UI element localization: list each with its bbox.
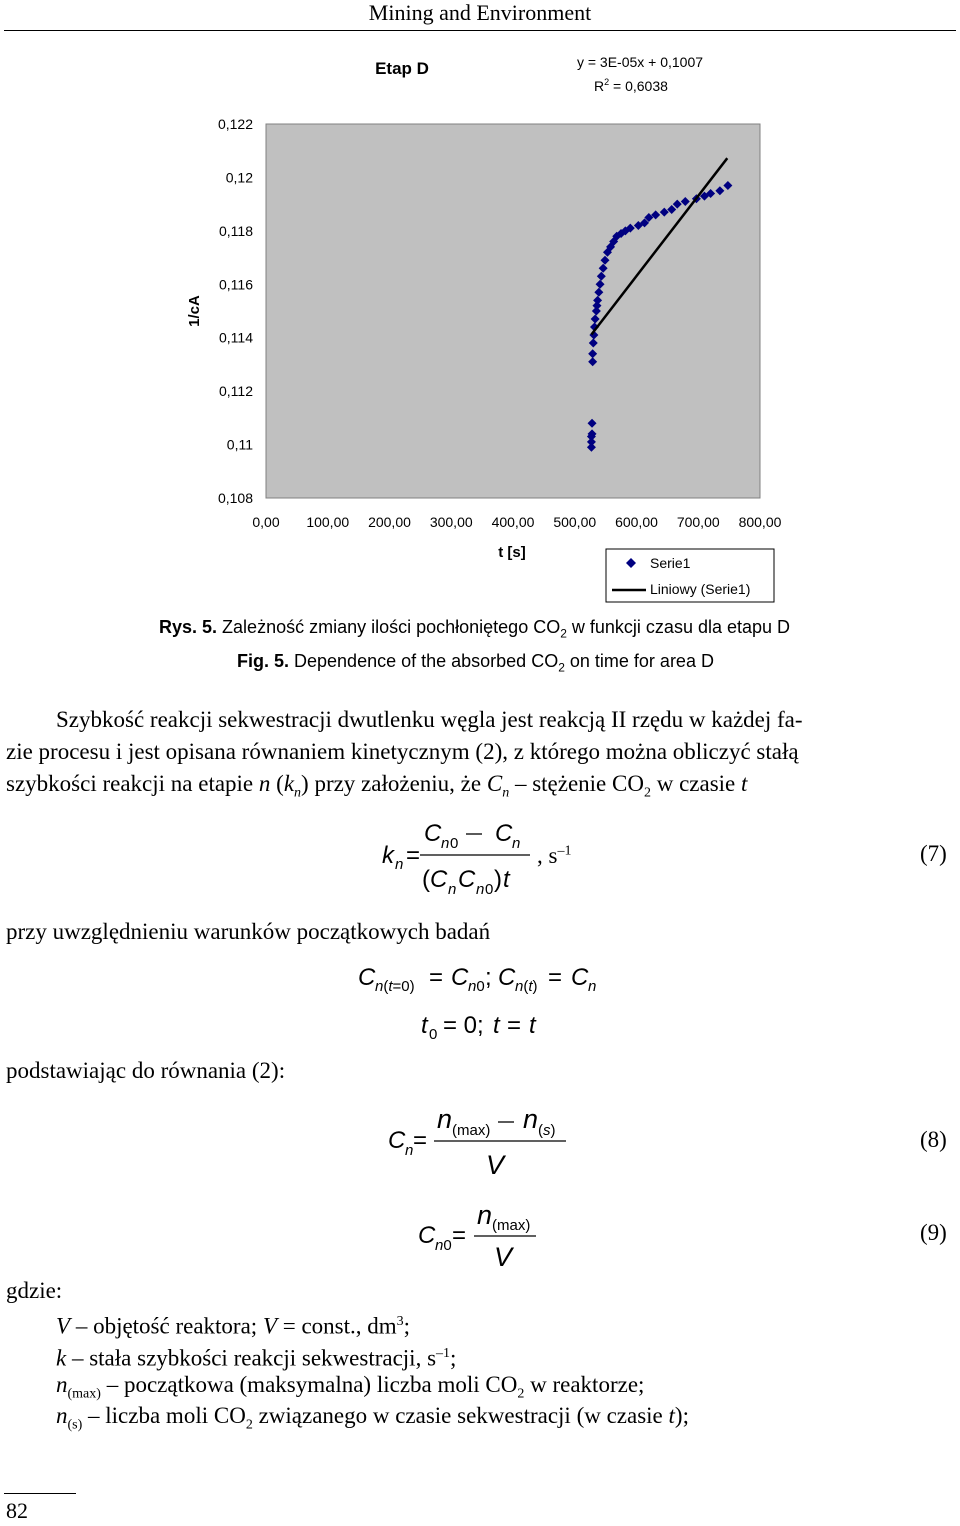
x-tick-label: 200,00: [368, 514, 411, 530]
y-tick-label: 0,12: [225, 169, 253, 186]
initial-conditions: [350, 958, 650, 1048]
svg-text:;: ;: [485, 964, 492, 991]
svg-text:n: n: [448, 881, 457, 898]
svg-text:= 0;: = 0;: [443, 1012, 484, 1039]
svg-text:0: 0: [485, 881, 494, 898]
equation-7-number: (7): [920, 841, 947, 866]
equation-9-number: (9): [920, 1220, 947, 1245]
svg-text:(: (: [422, 866, 430, 893]
x-tick-label: 700,00: [676, 514, 720, 530]
scatter-chart: [0, 35, 960, 615]
equation-8-number: (8): [920, 1127, 947, 1152]
svg-text:C: C: [358, 964, 376, 991]
figure-caption-en: Fig. 5. Dependence of the absorbed $CO_2$ on time for area D: [237, 651, 714, 675]
regression-equation: y = 3E-05x + 0,1007: [576, 54, 704, 70]
x-tick-label: 400,00: [491, 514, 535, 530]
equation-7-unit: , $s^{-1}$: [537, 843, 572, 868]
header-rule: [4, 30, 956, 31]
substituting-text: podstawiając do równania (2):: [6, 1058, 286, 1083]
equation-7: [370, 812, 630, 902]
y-tick-label: 0,116: [219, 276, 253, 293]
svg-text:0: 0: [450, 835, 459, 852]
y-tick-label: 0,108: [217, 490, 253, 506]
svg-text:=: =: [413, 1127, 428, 1154]
symbol-def-v: V – objętość reaktora; V = const., $dm^3$;: [56, 1313, 411, 1339]
y-tick-label: 0,122: [217, 116, 253, 132]
x-tick-label: 500,00: [553, 514, 597, 530]
x-axis-label: t [s]: [498, 544, 526, 561]
svg-text:k: k: [382, 842, 394, 869]
svg-text:n: n: [405, 1142, 414, 1159]
svg-text:t: t: [493, 1012, 500, 1039]
y-tick-label: 0,11: [226, 436, 253, 453]
svg-text:t: t: [421, 1012, 428, 1039]
plot-area: [266, 124, 760, 498]
equation-9: [410, 1196, 570, 1276]
svg-text:n0: n0: [435, 1237, 452, 1254]
svg-text:n: n: [477, 1200, 493, 1230]
y-axis-label: 1/cA: [186, 295, 203, 327]
x-tick-label: 0,00: [252, 514, 280, 530]
svg-text:=: =: [429, 964, 444, 991]
svg-text:V: V: [486, 1150, 505, 1180]
r-squared: $R^2 = 0,6038$: [594, 77, 668, 94]
svg-text:C: C: [424, 820, 442, 847]
svg-text:(s): (s): [538, 1122, 556, 1139]
svg-text:=: =: [507, 1012, 522, 1039]
svg-text:n(t): n(t): [515, 978, 538, 995]
paragraph-line-3: szybkości reakcji na etapie n $(k_n)$ przy założeniu, że $C_n$ – stężenie $CO_2$ w czasie t: [6, 771, 748, 801]
svg-text:t: t: [503, 866, 510, 893]
y-tick-label: 0,112: [219, 383, 253, 400]
y-tick-label: 0,118: [219, 222, 253, 239]
legend: [606, 549, 774, 602]
symbol-def-nmax: $n_{(max)}$ – początkowa (maksymalna) liczba moli $CO_2$ w reaktorze;: [56, 1372, 645, 1402]
svg-text:C: C: [388, 1127, 406, 1154]
svg-text:n(t=0): n(t=0): [375, 978, 415, 995]
svg-text:n0: n0: [468, 978, 485, 995]
svg-text:(max): (max): [452, 1122, 491, 1139]
x-tick-label: 100,00: [306, 514, 350, 530]
legend-item-trendline: Liniowy (Serie1): [650, 581, 751, 597]
svg-text:V: V: [494, 1242, 513, 1272]
page-number: 82: [6, 1498, 28, 1523]
svg-text:n: n: [512, 835, 521, 852]
symbol-def-ns: $n_{(s)}$ – liczba moli $CO_2$ związanego w czasie sekwestracji (w czasie t);: [56, 1403, 689, 1433]
chart-title: Etap D: [375, 59, 429, 78]
equation-8: [380, 1100, 580, 1185]
running-header: Mining and Environment: [368, 0, 592, 25]
svg-text:n: n: [395, 856, 404, 873]
svg-text:n: n: [437, 1104, 453, 1134]
legend-item-serie1: Serie1: [650, 555, 691, 571]
paragraph-line-1: Szybkość reakcji sekwestracji dwutlenku węgla jest reakcją II rzędu w każdej fa-: [56, 707, 803, 732]
paragraph-line-2: zie procesu i jest opisana równaniem kinetycznym (2), z którego można obliczyć stałą: [6, 739, 799, 764]
svg-text:=: =: [548, 964, 563, 991]
x-tick-label: 600,00: [615, 514, 658, 530]
svg-text:(max): (max): [492, 1217, 531, 1234]
svg-text:C: C: [430, 866, 448, 893]
svg-text:C: C: [418, 1222, 436, 1249]
svg-text:C: C: [495, 820, 513, 847]
gdzie-label: gdzie:: [6, 1278, 63, 1303]
figure-caption-pl: Rys. 5. Zależność zmiany ilości pochłoniętego $CO_2$ w funkcji czasu dla etapu D: [159, 617, 791, 641]
svg-text:0: 0: [429, 1026, 438, 1043]
svg-text:t: t: [529, 1012, 536, 1039]
conditions-text: przy uwzględnieniu warunków początkowych badań: [6, 919, 491, 944]
symbol-def-k: k – stała szybkości reakcji sekwestracji, $s^{-1}$;: [56, 1345, 457, 1371]
y-tick-label: 0,114: [219, 329, 253, 346]
svg-text:): ): [494, 866, 502, 893]
svg-text:=: =: [406, 842, 421, 869]
svg-text:C: C: [458, 866, 476, 893]
svg-text:C: C: [451, 964, 469, 991]
svg-text:C: C: [498, 964, 516, 991]
svg-text:n: n: [588, 978, 597, 995]
svg-text:n: n: [523, 1104, 539, 1134]
footer-rule: [4, 1493, 76, 1494]
svg-text:C: C: [571, 964, 589, 991]
svg-text:n: n: [476, 881, 485, 898]
x-tick-label: 300,00: [429, 514, 473, 530]
svg-text:=: =: [452, 1222, 467, 1249]
x-tick-label: 800,00: [738, 514, 782, 530]
svg-text:n: n: [441, 835, 450, 852]
